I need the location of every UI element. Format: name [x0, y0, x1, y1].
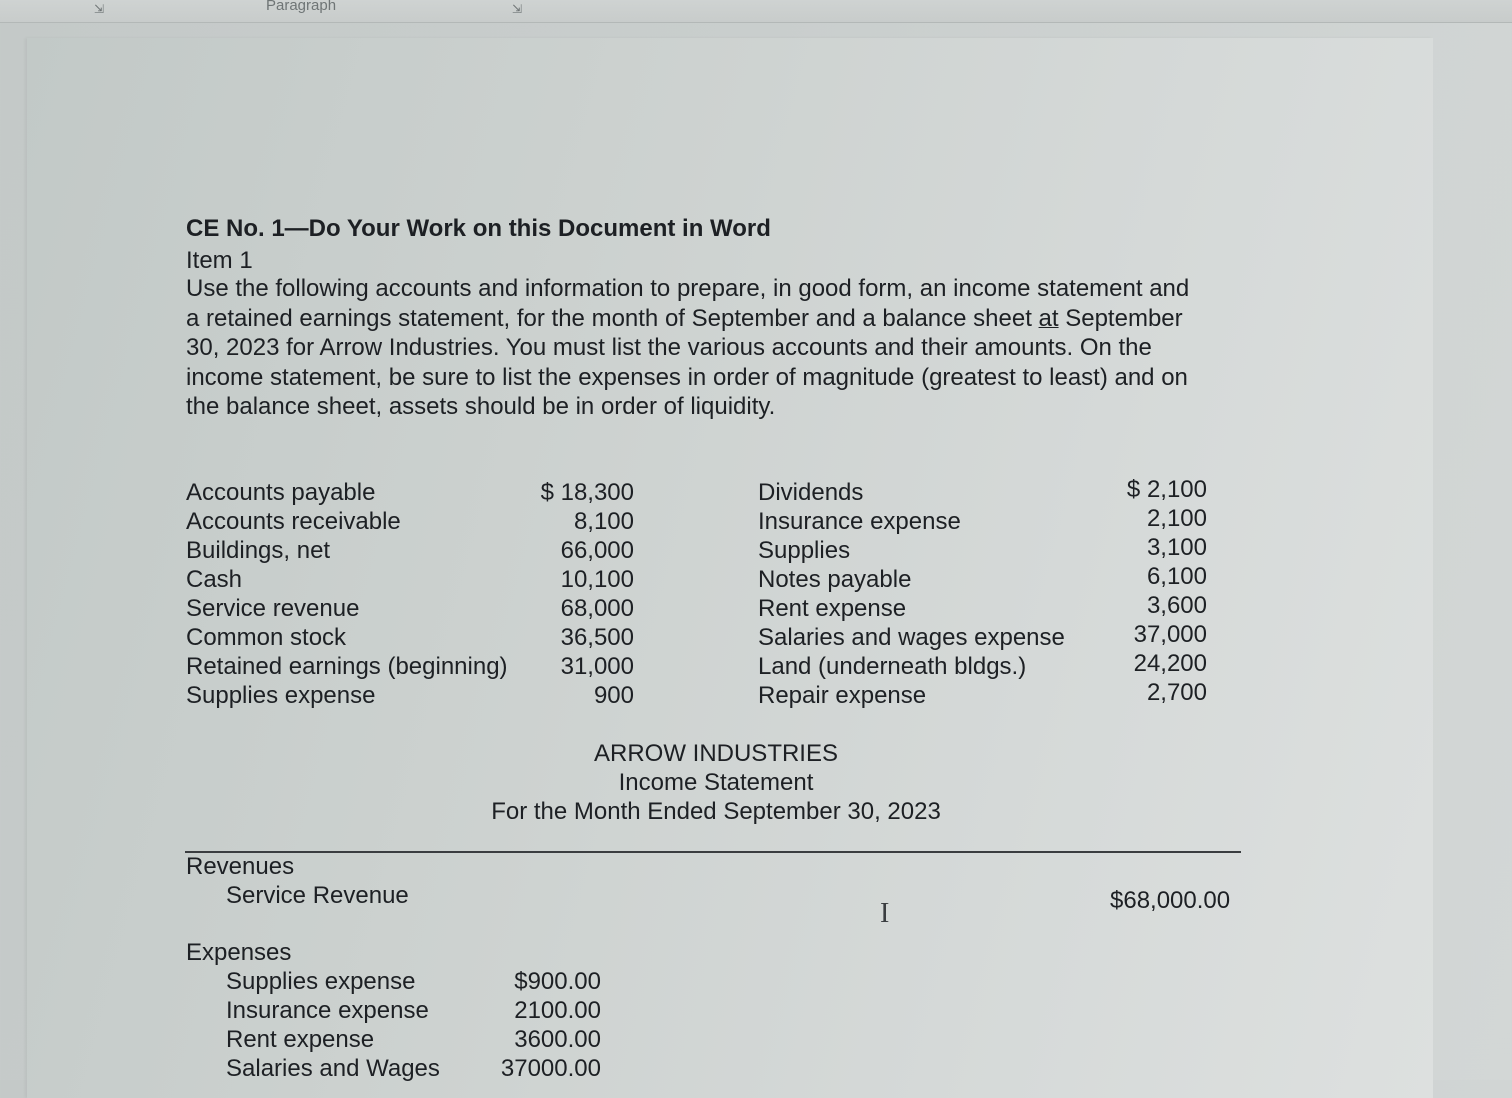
expense-name: Salaries and Wages: [226, 1055, 440, 1082]
ribbon-paragraph-label: Paragraph: [266, 0, 337, 14]
account-amount: 3,100: [1146, 534, 1207, 561]
accounts-left-names: [186, 478, 508, 710]
instructions-line-1: Use the following accounts and information to prepare, in good form, an income statement and: [186, 275, 1190, 302]
account-amount: 10,100: [560, 566, 634, 593]
document-heading: CE No. 1—Do Your Work on this Document in Word: [186, 215, 771, 242]
account-amount: 36,500: [560, 624, 634, 651]
account-name: Common stock: [186, 624, 347, 651]
revenues-label: Revenues: [186, 853, 295, 880]
instructions-line-4: income statement, be sure to list the expenses in order of magnitude (greatest to least) and on: [186, 363, 1188, 391]
instructions-line-2: a retained earnings statement, for the month of September and a balance sheet at September: [186, 304, 1183, 332]
account-name: Land (underneath bldgs.): [758, 653, 1027, 680]
expense-name: Insurance expense: [226, 997, 429, 1024]
account-name: Repair expense: [758, 682, 927, 709]
expense-amount: 3600.00: [514, 1026, 601, 1053]
account-name: Accounts receivable: [186, 508, 401, 535]
accounts-left-amounts: [524, 478, 634, 710]
service-revenue-amount: $68,000.00: [1110, 887, 1231, 914]
expense-name: Rent expense: [226, 1026, 375, 1053]
account-amount: 8,100: [573, 508, 634, 535]
account-name: Service revenue: [186, 595, 360, 622]
account-amount: 68,000: [560, 595, 634, 622]
account-amount: 900: [593, 682, 634, 709]
expense-amount: $900.00: [514, 968, 601, 995]
instructions-paragraph: [186, 274, 1256, 422]
account-name: Retained earnings (beginning): [186, 653, 508, 680]
account-name: Supplies: [758, 537, 851, 564]
expense-name: Supplies expense: [226, 968, 416, 995]
expense-amount: 37000.00: [500, 1055, 601, 1082]
header-divider: [185, 851, 1241, 853]
account-amount: 2,700: [1146, 679, 1207, 706]
account-name: Supplies expense: [186, 682, 376, 709]
account-amount: 31,000: [560, 653, 634, 680]
dialog-launcher-icon[interactable]: ⇲: [93, 2, 105, 16]
account-name: Salaries and wages expense: [758, 624, 1065, 651]
expense-amount: 2100.00: [514, 997, 601, 1024]
text-cursor-icon: I: [880, 898, 890, 929]
account-name: Dividends: [758, 479, 864, 506]
service-revenue-label: Service Revenue: [226, 882, 409, 909]
account-amount: 2,100: [1146, 505, 1207, 532]
expense-amounts: [480, 967, 601, 1083]
ribbon-bar: [0, 0, 1512, 23]
account-amount: $ 2,100: [1126, 476, 1207, 503]
account-name: Buildings, net: [186, 537, 331, 564]
underlined-word-at: at: [1038, 304, 1059, 332]
accounts-right-names: [758, 478, 1065, 710]
account-amount: 66,000: [560, 537, 634, 564]
expenses-label: Expenses: [186, 939, 292, 966]
statement-period: For the Month Ended September 30, 2023: [491, 798, 941, 825]
statement-header: [466, 739, 966, 826]
account-amount: 24,200: [1133, 650, 1207, 677]
statement-title: Income Statement: [618, 769, 814, 796]
account-name: Cash: [186, 566, 243, 593]
instructions-line-5: the balance sheet, assets should be in order of liquidity.: [186, 393, 776, 420]
account-name: Rent expense: [758, 595, 907, 622]
account-amount: 3,600: [1146, 592, 1207, 619]
account-name: Accounts payable: [186, 479, 376, 506]
expense-names: [226, 967, 440, 1083]
paragraph-dialog-launcher-icon[interactable]: ⇲: [511, 2, 523, 16]
account-amount: 6,100: [1146, 563, 1207, 590]
account-name: Notes payable: [758, 566, 912, 593]
accounts-right-amounts: [1097, 475, 1207, 707]
account-name: Insurance expense: [758, 508, 961, 535]
item-label: Item 1: [186, 247, 253, 274]
account-amount: 37,000: [1133, 621, 1207, 648]
company-name: ARROW INDUSTRIES: [593, 740, 838, 767]
instructions-line-3: 30, 2023 for Arrow Industries. You must list the various accounts and their amounts. On the: [186, 334, 1152, 361]
account-amount: $ 18,300: [540, 479, 634, 506]
